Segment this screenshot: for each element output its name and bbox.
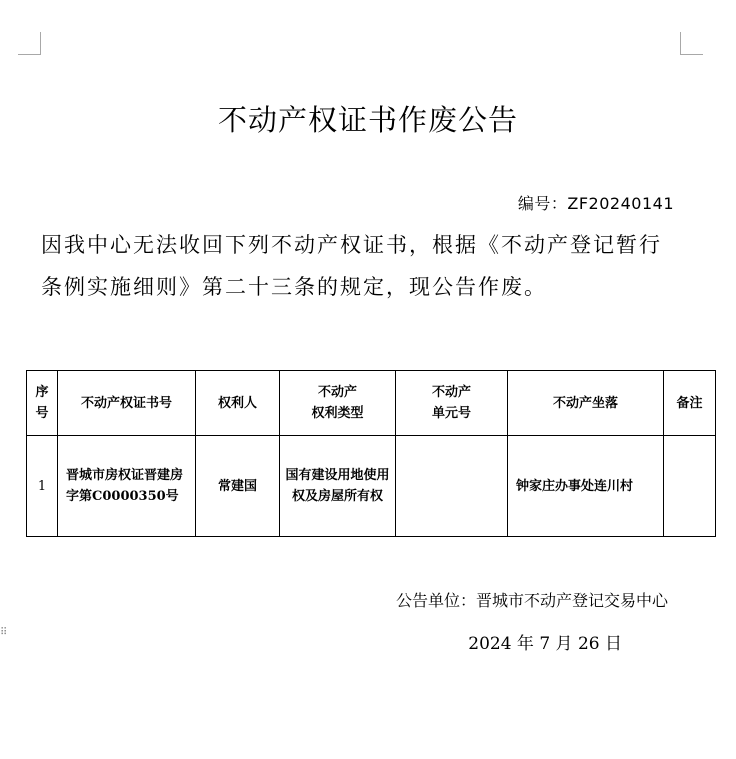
cell-cert-no: 晋城市房权证晋建房字第C0000350号 [58, 436, 196, 537]
header-seq-line-1: 序 [35, 385, 49, 400]
header-unit-no-line-1: 不动产 [431, 385, 471, 400]
document-number: 编号：ZF20240141 [517, 194, 674, 213]
header-unit-no [396, 371, 508, 436]
header-right-type-line-2: 权利类型 [311, 406, 364, 421]
header-unit-no-line-2: 单元号 [431, 406, 471, 421]
header-right-type [280, 371, 396, 436]
header-holder: 权利人 [196, 371, 280, 436]
cell-remark [664, 436, 716, 537]
issuer-line: 公告单位：晋城市不动产登记交易中心 [395, 591, 668, 610]
cell-location: 钟家庄办事处连川村 [508, 436, 664, 537]
notice-paragraph-line-1: 因我中心无法收回下列不动产权证书，根据《不动产登记暂行 [41, 233, 662, 257]
document-title: 不动产权证书作废公告 [217, 103, 518, 137]
cell-seq: 1 [27, 436, 58, 537]
issue-date: 2024 年 7 月 26 日 [468, 634, 622, 654]
crop-mark-top-right [680, 32, 703, 55]
header-seq [27, 371, 58, 436]
cell-unit-no [396, 436, 508, 537]
header-remark: 备注 [664, 371, 716, 436]
header-cert-no: 不动产权证书号 [58, 371, 196, 436]
drag-handle-icon[interactable]: ⠿ [0, 627, 7, 638]
header-seq-line-2: 号 [35, 406, 49, 421]
cell-right-type: 国有建设用地使用权及房屋所有权 [280, 436, 396, 537]
notice-paragraph-line-2: 条例实施细则》第二十三条的规定，现公告作废。 [41, 275, 547, 299]
certificate-table [26, 370, 716, 537]
header-right-type-line-1: 不动产 [317, 385, 357, 400]
crop-mark-top-left [18, 32, 41, 55]
header-location: 不动产坐落 [508, 371, 664, 436]
table-row [27, 436, 716, 537]
table-header-row [27, 371, 716, 436]
cell-holder: 常建国 [196, 436, 280, 537]
notice-paragraph [41, 224, 691, 308]
